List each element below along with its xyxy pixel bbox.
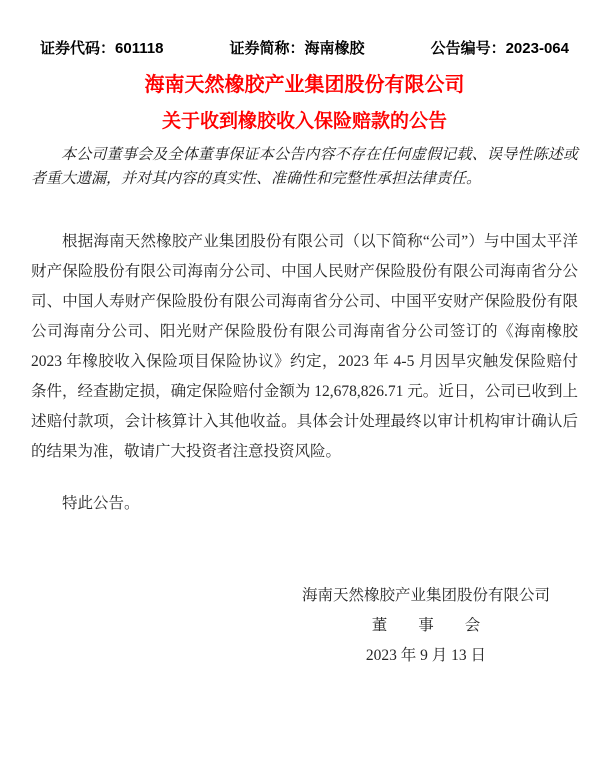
stock-code-group bbox=[40, 39, 163, 58]
closing-statement: 特此公告。 bbox=[62, 495, 140, 512]
announcement-number-value: 2023-064 bbox=[505, 40, 569, 57]
signature-block bbox=[302, 581, 550, 671]
announcement-subtitle: 关于收到橡胶收入保险赔款的公告 bbox=[161, 111, 447, 132]
announcement-number-group bbox=[431, 39, 569, 58]
stock-code-value: 601118 bbox=[115, 40, 164, 57]
stock-short-name-label: 证券简称： bbox=[229, 40, 305, 57]
signature-board-line: 董 事 会 bbox=[371, 617, 481, 634]
company-title: 海南天然橡胶产业集团股份有限公司 bbox=[144, 74, 465, 96]
announcement-body-paragraph: 根据海南天然橡胶产业集团股份有限公司（以下简称“公司”）与中国太平洋财产保险股份有限公司海南分公司、中国人民财产保险股份有限公司海南省分公司、中国人寿财产保险股份有限公司海南省分公司、中国平安财产保险股份有限公司海南分公司、阳光财产保险股份有限公司海南省分公司签订的《海南橡胶 2023 年橡胶收入保险项目保险协议》约定，2023 年 4-5 月因旱灾触发保险赔付条件，经查勘定损，确定保险赔付金额为 12,678,826.71 元。近日，公司已收到上述赔付款项，会计核算计入其他收益。具体会计处理最终以审计机构审计确认后的结果为准，敬请广大投资者注意投资风险。 bbox=[31, 233, 578, 460]
announcement-number-label: 公告编号： bbox=[430, 40, 506, 57]
stock-short-name-value: 海南橡胶 bbox=[304, 40, 365, 57]
board-disclaimer-paragraph: 本公司董事会及全体董事保证本公告内容不存在任何虚假记载、误导性陈述或者重大遗漏，并对其内容的真实性、准确性和完整性承担法律责任。 bbox=[31, 147, 578, 187]
signature-date: 2023 年 9 月 13 日 bbox=[365, 647, 487, 664]
signature-company-name: 海南天然橡胶产业集团股份有限公司 bbox=[301, 587, 550, 604]
stock-short-name-group bbox=[229, 39, 364, 58]
securities-header-row bbox=[31, 39, 578, 58]
stock-code-label: 证券代码： bbox=[40, 40, 116, 57]
